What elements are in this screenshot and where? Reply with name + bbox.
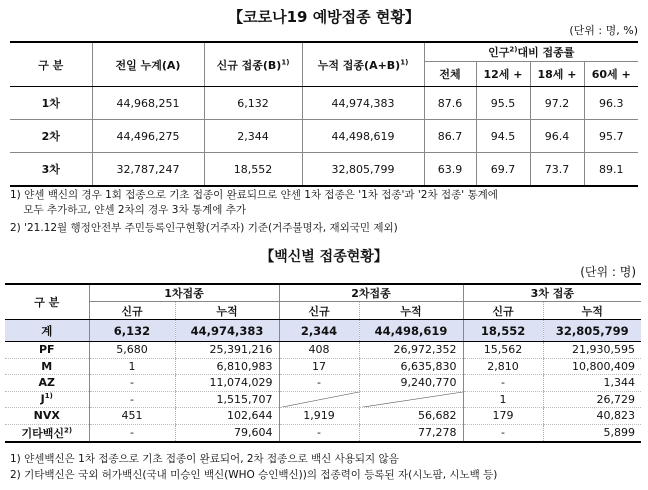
cell-new: 2,344 [204,120,302,153]
cell-value: 1,515,707 [175,391,279,408]
cell-rate: 96.4 [530,120,584,153]
table-row [5,424,641,442]
cell-value: 102,644 [175,408,279,425]
cell-rate: 63.9 [424,153,476,187]
cell-value: - [279,424,359,442]
header-prev-cumulative: 전일 누계(A) [92,42,204,87]
cell-prev: 44,496,275 [92,120,204,153]
vaccination-status-title: 【코로나19 예방접종 현황】 [228,8,420,26]
footnote-2: 2) '21.12월 행정안전부 주민등록인구현황(거주자) 기준(거주불명자, 재외국민 제외) [10,222,398,234]
unit-label-2: (단위 : 명) [580,265,636,279]
cell-value: 32,805,799 [543,320,641,342]
cell-value: 451 [89,408,175,425]
cell-value: 17 [279,358,359,375]
cell-value: - [279,375,359,392]
header-dose2: 2차접종 [279,284,463,302]
cell-rate: 86.7 [424,120,476,153]
row-label: 3차 [41,163,60,176]
header-cum: 누적 [175,302,279,320]
total-row [5,320,641,342]
row-label: 2차 [10,120,92,153]
cell-value: 1,344 [543,375,641,392]
footnote-janssen: 1) 얀센백신은 1차 접종으로 기초 접종이 완료되어, 2차 접종으로 백신 사용되지 않음 [10,453,399,465]
cell-value: 6,810,983 [175,358,279,375]
cell-value: 179 [463,408,543,425]
cell-cumulative: 44,498,619 [302,120,424,153]
cell-value: 2,344 [279,320,359,342]
table-row [5,408,641,425]
header-rate-total: 전체 [424,62,476,87]
table-row [10,153,638,187]
cell-rate: 73.7 [530,153,584,187]
cell-rate: 96.3 [584,87,638,120]
header-rate-60plus: 60세 + [584,62,638,87]
header-new: 신규 접종$(B)^{1)}$ [204,42,302,87]
vaccine-type-title: 【백신별 접종현황】 [260,249,388,265]
cell-value: - [463,424,543,442]
header-dose1: 1차접종 [89,284,279,302]
footnote-other-vaccines: 2) 기타백신은 국외 허가백신(국내 미승인 백신(WHO 승인백신))의 접종력이 등록된 자(시노팜, 시노백 등) [10,469,498,481]
cell-value: 6,635,830 [359,358,463,375]
cell-value: 40,823 [543,408,641,425]
cell-rate: 95.7 [584,120,638,153]
cell-value: 2,810 [463,358,543,375]
diagonal-empty-cell [279,391,359,408]
cell-rate: 89.1 [584,153,638,187]
header-new: 신규 [279,302,359,320]
cell-rate: 69.7 [476,153,530,187]
table-row [10,87,638,120]
header-cumulative: 누적 접종$(A+B)^{1)}$ [302,42,424,87]
cell-value: 15,562 [463,342,543,359]
cell-value: 6,132 [89,320,175,342]
cell-value: 10,800,409 [543,358,641,375]
row-label: 기타백신$^{2)}$ [21,425,73,440]
cell-value: 5,899 [543,424,641,442]
cell-value: 26,729 [543,391,641,408]
cell-new: 6,132 [204,87,302,120]
cell-value: - [89,424,175,442]
vaccine-type-table [5,283,641,443]
cell-value: 25,391,216 [175,342,279,359]
cell-value: 18,552 [463,320,543,342]
row-label: M [5,358,89,375]
footnote-1-cont: 모두 추가하고, 얀센 2차의 경우 3차 통계에 추가 [10,204,246,216]
cell-value: 1 [463,391,543,408]
table-row [5,375,641,392]
unit-label: (단위 : 명, %) [569,24,638,37]
cell-value: 56,682 [359,408,463,425]
cell-rate: 97.2 [530,87,584,120]
cell-cumulative: 44,974,383 [302,87,424,120]
header-cum: 누적 [543,302,641,320]
table-row [5,391,641,408]
row-label: AZ [5,375,89,392]
header-category: 구 분 [5,284,89,320]
table-row [5,358,641,375]
footnote-1: 1) 얀센 백신의 경우 1회 접종으로 기초 접종이 완료되므로 얀센 1차 접종은 '1차 접종'과 '2차 접종' 통계에 [10,189,498,201]
header-rate-group: 인구$^{2)}$대비 접종률 [424,42,638,62]
cell-value: 21,930,595 [543,342,641,359]
cell-value: - [89,375,175,392]
row-label: NVX [5,408,89,425]
cell-value: 1 [89,358,175,375]
cell-value: 9,240,770 [359,375,463,392]
header-new: 신규 [89,302,175,320]
row-label: 1차 [10,87,92,120]
table-row [5,342,641,359]
cell-value: 44,974,383 [175,320,279,342]
header-dose3: 3차 접종 [463,284,641,302]
table-row [10,120,638,153]
cell-rate: 95.5 [476,87,530,120]
cell-prev: 32,787,247 [92,153,204,187]
cell-new: 18,552 [204,153,302,187]
cell-rate: 87.6 [424,87,476,120]
header-cum: 누적 [359,302,463,320]
cell-value: 79,604 [175,424,279,442]
cell-value: 77,278 [359,424,463,442]
cell-value: 26,972,352 [359,342,463,359]
cell-cumulative: 32,805,799 [302,153,424,187]
row-label: PF [5,342,89,359]
diagonal-empty-cell [359,391,463,408]
row-label: $J^{1)}$ [5,391,89,408]
cell-value: 11,074,029 [175,375,279,392]
vaccination-status-table [10,41,638,187]
cell-value: 44,498,619 [359,320,463,342]
header-new: 신규 [463,302,543,320]
header-rate-18plus: 18세 + [530,62,584,87]
cell-value: - [89,391,175,408]
cell-value: 1,919 [279,408,359,425]
header-category: 구 분 [10,42,92,87]
cell-value: 408 [279,342,359,359]
cell-value: 5,680 [89,342,175,359]
cell-prev: 44,968,251 [92,87,204,120]
cell-value: - [463,375,543,392]
row-label: 계 [5,320,89,342]
header-rate-12plus: 12세 + [476,62,530,87]
cell-rate: 94.5 [476,120,530,153]
